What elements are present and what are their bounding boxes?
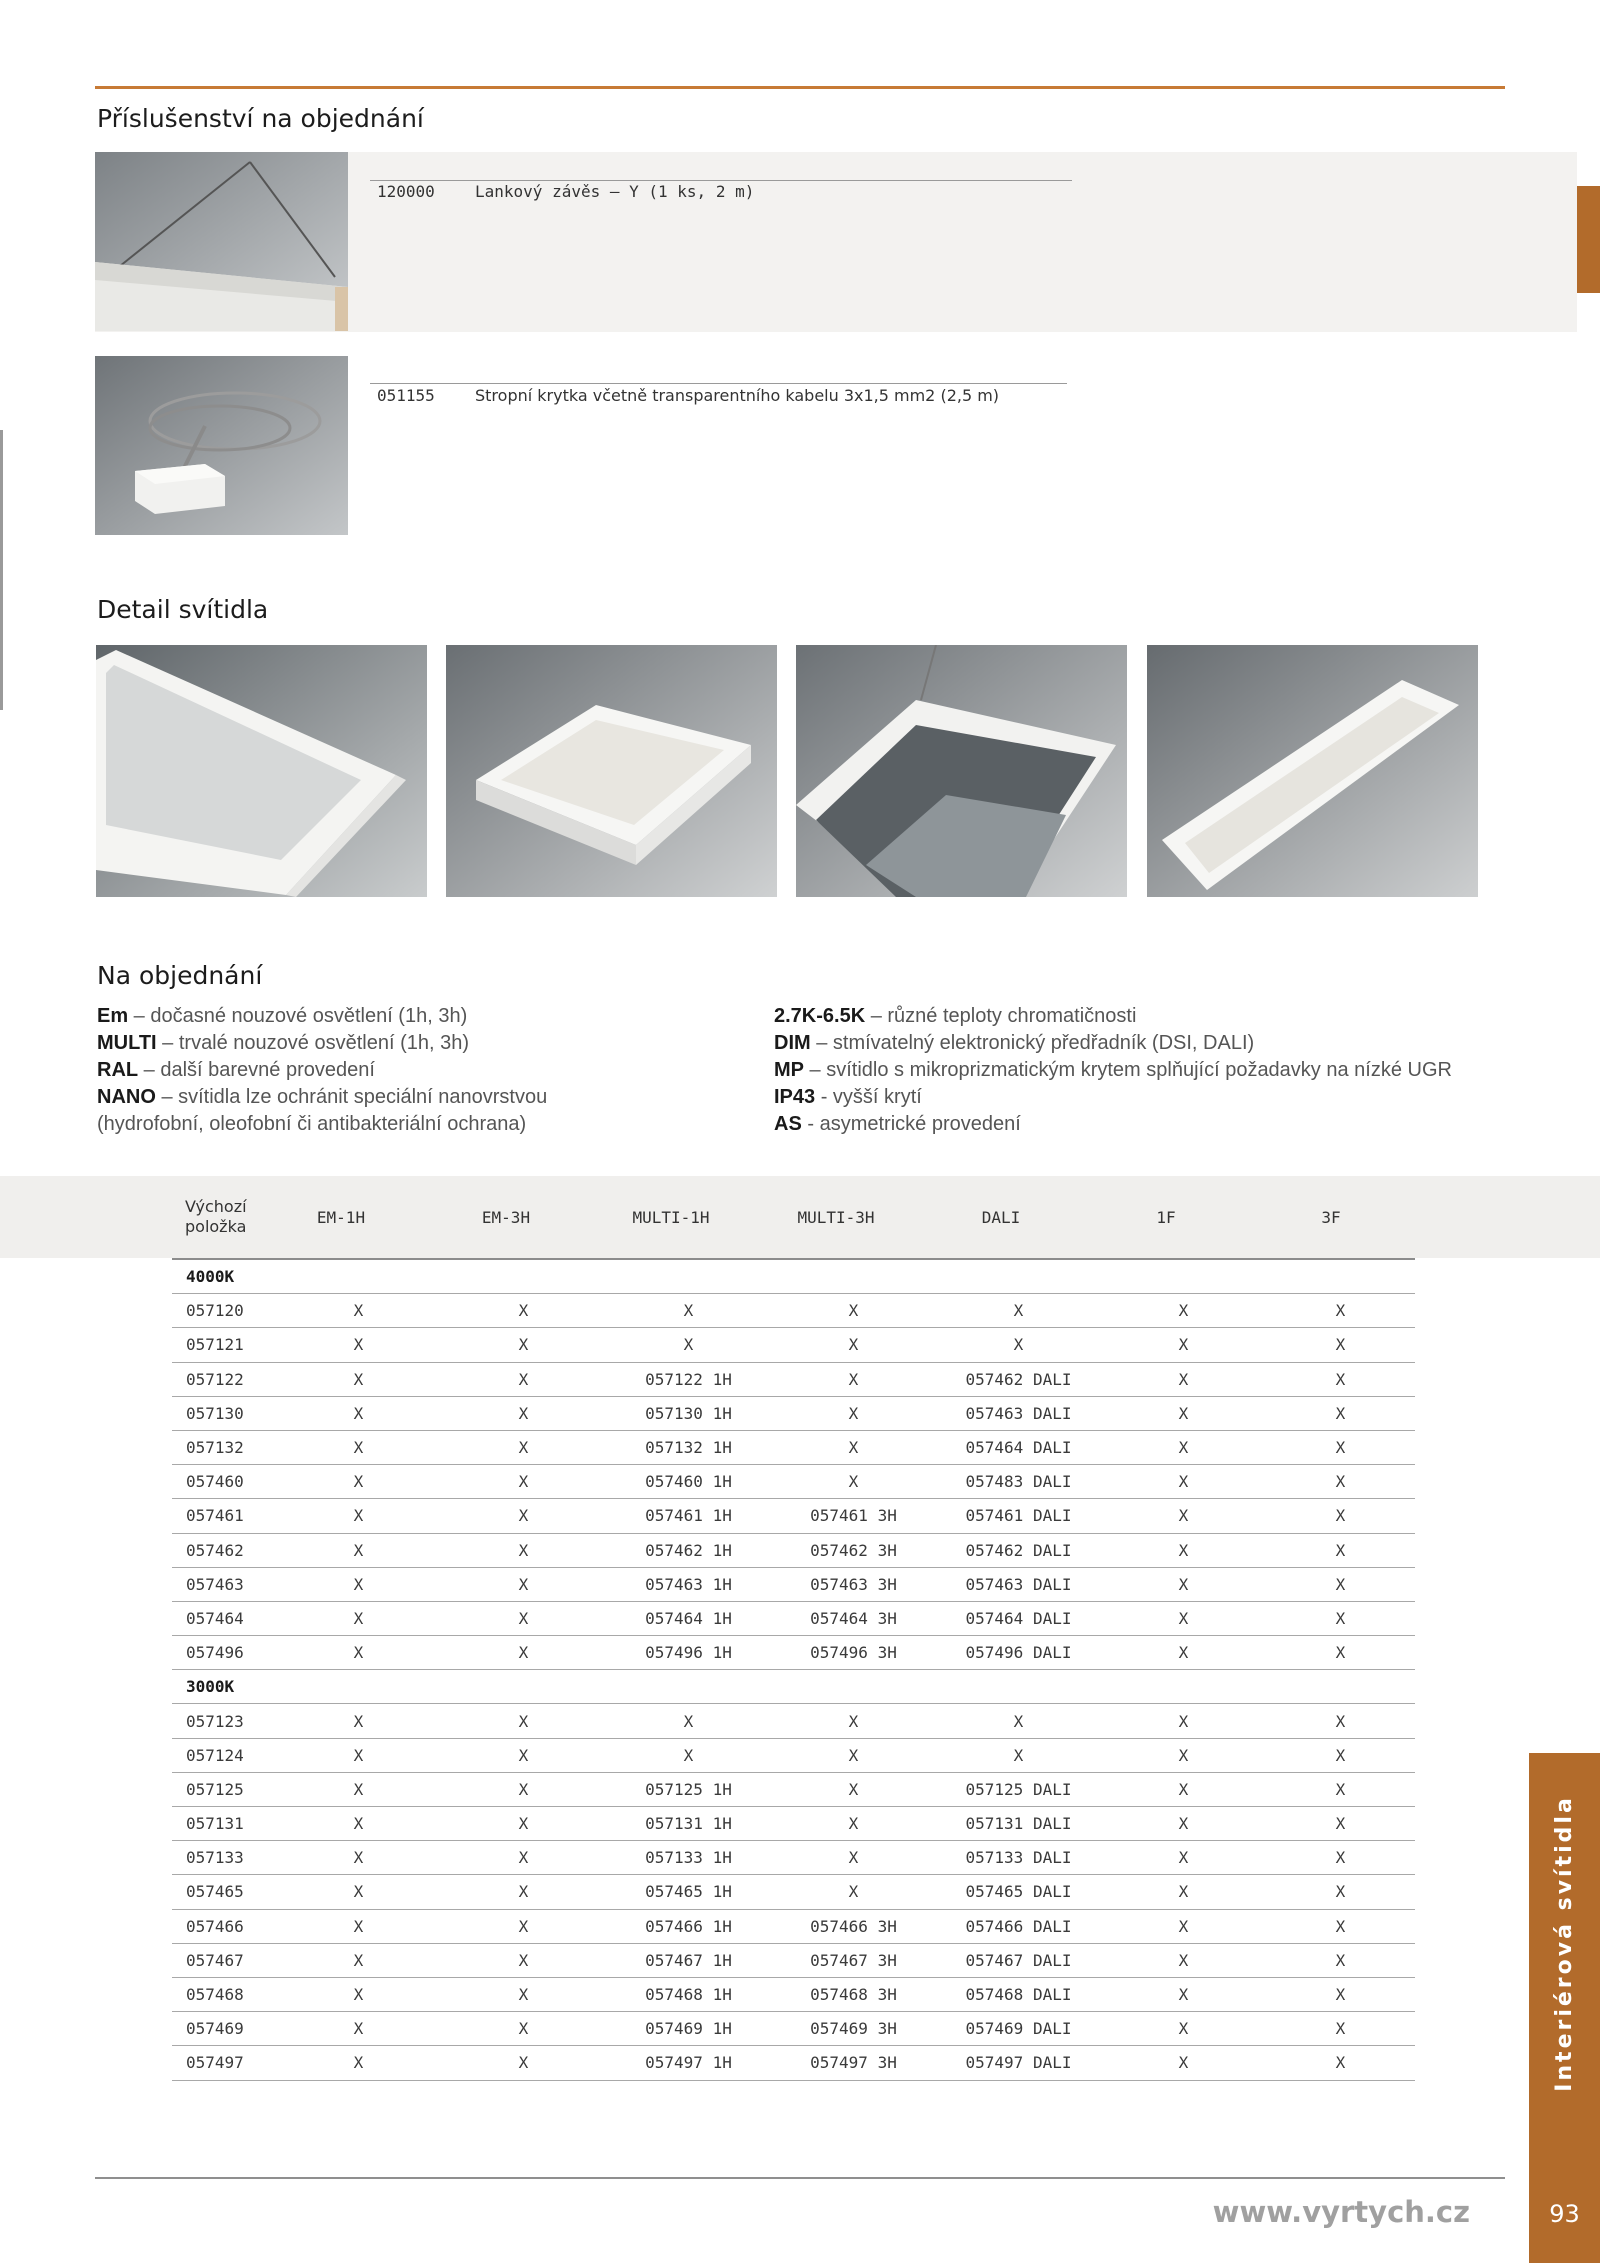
table-cell: X	[1266, 1772, 1415, 1806]
table-cell: 057122 1H	[606, 1362, 771, 1396]
table-cell: 057133 1H	[606, 1841, 771, 1875]
table-cell: X	[1266, 1294, 1415, 1328]
table-cell: X	[1266, 2046, 1415, 2080]
table-cell: X	[1266, 1704, 1415, 1738]
table-cell: X	[1101, 1362, 1266, 1396]
table-cell: 057464	[172, 1601, 276, 1635]
table-cell: X	[276, 1430, 441, 1464]
table-row	[172, 1738, 1415, 1772]
table-cell: 057463 1H	[606, 1567, 771, 1601]
order-title: Na objednání	[97, 961, 263, 990]
order-option: DIM – stmívatelný elektronický předřadník (DSI, DALI)	[774, 1032, 1255, 1054]
accessory-rule-2	[370, 383, 1067, 384]
website-url: www.vyrtych.cz	[1212, 2195, 1470, 2229]
table-row	[172, 2012, 1415, 2046]
table-cell: X	[276, 1362, 441, 1396]
table-cell: 057130	[172, 1396, 276, 1430]
table-cell: X	[1101, 1875, 1266, 1909]
table-cell: 057483 DALI	[936, 1465, 1101, 1499]
table-row	[172, 1704, 1415, 1738]
table-cell: X	[276, 1533, 441, 1567]
table-row	[172, 1465, 1415, 1499]
table-cell: X	[1101, 1943, 1266, 1977]
table-cell: X	[606, 1738, 771, 1772]
table-cell: X	[441, 1294, 606, 1328]
table-row	[172, 1362, 1415, 1396]
table-row	[172, 1636, 1415, 1670]
table-cell: X	[1101, 1499, 1266, 1533]
table-cell: X	[441, 1807, 606, 1841]
table-cell: 057497	[172, 2046, 276, 2080]
table-cell: X	[441, 1738, 606, 1772]
top-rule	[95, 86, 1505, 89]
table-cell: X	[441, 1977, 606, 2011]
table-cell: X	[276, 1294, 441, 1328]
table-cell: 057125	[172, 1772, 276, 1806]
table-cell: X	[276, 1465, 441, 1499]
table-cell: X	[1101, 1533, 1266, 1567]
table-cell: X	[1101, 1909, 1266, 1943]
group-label: 4000K	[172, 1259, 1415, 1294]
table-row	[172, 1533, 1415, 1567]
table-header-1f: 1F	[1156, 1207, 1176, 1227]
accessories-title: Příslušenství na objednání	[97, 104, 424, 133]
table-cell: X	[441, 2046, 606, 2080]
table-cell: 057464 DALI	[936, 1601, 1101, 1635]
table-cell: X	[606, 1294, 771, 1328]
table-row	[172, 1807, 1415, 1841]
table-cell: 057122	[172, 1362, 276, 1396]
table-cell: X	[441, 1909, 606, 1943]
order-option: AS - asymetrické provedení	[774, 1113, 1021, 1135]
order-option: IP43 - vyšší krytí	[774, 1086, 922, 1108]
order-options-right	[774, 1003, 1514, 1138]
accessory-photo-ceiling-cover	[95, 356, 348, 535]
table-header-multi-1h: MULTI-1H	[632, 1207, 710, 1227]
table-cell: 057496 3H	[771, 1636, 936, 1670]
table-cell: X	[276, 1807, 441, 1841]
accessory-code-2: 051155	[377, 386, 435, 405]
table-cell: X	[1101, 2046, 1266, 2080]
accessory-photo-wire-suspension	[95, 152, 348, 331]
table-cell: 057466	[172, 1909, 276, 1943]
page-number: 93	[1549, 2200, 1580, 2228]
order-option: MP – svítidlo s mikroprizmatickým krytem splňující požadavky na nízké UGR	[774, 1059, 1452, 1081]
table-cell: X	[441, 1704, 606, 1738]
table-cell: X	[441, 1636, 606, 1670]
side-tab-label: Interiérová svítidla	[1552, 1794, 1578, 2092]
detail-photo-square-luminaire	[446, 645, 777, 897]
table-cell: 057124	[172, 1738, 276, 1772]
table-cell: X	[1101, 1977, 1266, 2011]
accessory-description-1: Lankový závěs – Y (1 ks, 2 m)	[475, 182, 755, 201]
table-cell: 057464 3H	[771, 1601, 936, 1635]
side-tab-label-wrap	[1529, 1753, 1600, 2133]
table-cell: 057462	[172, 1533, 276, 1567]
table-cell: 057131 1H	[606, 1807, 771, 1841]
table-cell: 057466 DALI	[936, 1909, 1101, 1943]
table-cell: 057468 1H	[606, 1977, 771, 2011]
table-cell: X	[1101, 1772, 1266, 1806]
table-cell: X	[276, 1704, 441, 1738]
table-header-3f: 3F	[1321, 1207, 1341, 1227]
table-cell: X	[1266, 1636, 1415, 1670]
table-cell: X	[1101, 1704, 1266, 1738]
table-cell: X	[276, 1328, 441, 1362]
table-cell: 057469 3H	[771, 2012, 936, 2046]
table-cell: X	[441, 1533, 606, 1567]
order-options-left	[97, 1003, 737, 1138]
table-cell: X	[1266, 1430, 1415, 1464]
table-cell: 057120	[172, 1294, 276, 1328]
table-cell: X	[936, 1704, 1101, 1738]
table-cell: 057467 3H	[771, 1943, 936, 1977]
table-cell: 057465	[172, 1875, 276, 1909]
table-cell: X	[936, 1294, 1101, 1328]
table-header-em-1h: EM-1H	[316, 1207, 366, 1227]
table-cell: X	[441, 1362, 606, 1396]
order-option: NANO – svítidla lze ochránit speciální nanovrstvou	[97, 1086, 548, 1108]
table-cell: 057469	[172, 2012, 276, 2046]
table-cell: X	[606, 1704, 771, 1738]
table-cell: X	[771, 1704, 936, 1738]
bottom-rule	[95, 2177, 1505, 2179]
table-cell: 057464 DALI	[936, 1430, 1101, 1464]
table-cell: X	[1101, 1841, 1266, 1875]
table-cell: X	[771, 1294, 936, 1328]
order-option: RAL – další barevné provedení	[97, 1059, 375, 1081]
table-row	[172, 1977, 1415, 2011]
table-cell: X	[771, 1875, 936, 1909]
table-cell: X	[1266, 1738, 1415, 1772]
table-cell: X	[1266, 1601, 1415, 1635]
table-cell: 057496	[172, 1636, 276, 1670]
accessory-rule-1	[370, 180, 1072, 181]
table-cell: 057497 1H	[606, 2046, 771, 2080]
table-cell: X	[276, 2046, 441, 2080]
table-row	[172, 1841, 1415, 1875]
table-cell: X	[1101, 1601, 1266, 1635]
table-cell: X	[1101, 1465, 1266, 1499]
table-cell: X	[771, 1362, 936, 1396]
table-header-multi-3h: MULTI-3H	[797, 1207, 875, 1227]
table-row	[172, 1294, 1415, 1328]
table-group-row	[172, 1670, 1415, 1704]
order-option: Em – dočasné nouzové osvětlení (1h, 3h)	[97, 1005, 468, 1027]
table-row	[172, 1772, 1415, 1806]
table-cell: X	[771, 1430, 936, 1464]
table-cell: 057460 1H	[606, 1465, 771, 1499]
table-cell: 057461 3H	[771, 1499, 936, 1533]
order-option: 2.7K-6.5K – různé teploty chromatičnosti	[774, 1005, 1137, 1027]
table-cell: 057466 1H	[606, 1909, 771, 1943]
table-cell: X	[1101, 1328, 1266, 1362]
table-cell: X	[771, 1465, 936, 1499]
table-row	[172, 2046, 1415, 2080]
table-cell: X	[1266, 2012, 1415, 2046]
table-cell: X	[276, 1738, 441, 1772]
table-cell: X	[276, 1977, 441, 2011]
table-cell: X	[276, 1943, 441, 1977]
table-cell: X	[1266, 1977, 1415, 2011]
table-cell: X	[276, 1499, 441, 1533]
table-cell: X	[771, 1841, 936, 1875]
table-cell: X	[1101, 2012, 1266, 2046]
table-cell: X	[276, 1567, 441, 1601]
table-row	[172, 1499, 1415, 1533]
table-cell: 057131	[172, 1807, 276, 1841]
table-cell: X	[276, 1841, 441, 1875]
table-cell: 057132 1H	[606, 1430, 771, 1464]
detail-photo-linear-luminaire	[96, 645, 427, 897]
table-cell: X	[1101, 1294, 1266, 1328]
table-row	[172, 1875, 1415, 1909]
table-cell: 057469 1H	[606, 2012, 771, 2046]
table-cell: X	[441, 1772, 606, 1806]
table-cell: X	[1266, 1362, 1415, 1396]
table-cell: 057462 1H	[606, 1533, 771, 1567]
table-row	[172, 1328, 1415, 1362]
table-cell: X	[276, 1396, 441, 1430]
table-cell: X	[276, 1601, 441, 1635]
table-cell: X	[441, 1430, 606, 1464]
table-cell: 057467	[172, 1943, 276, 1977]
table-cell: 057123	[172, 1704, 276, 1738]
table-cell: 057468 DALI	[936, 1977, 1101, 2011]
table-cell: X	[1101, 1738, 1266, 1772]
order-option: MULTI – trvalé nouzové osvětlení (1h, 3h)	[97, 1032, 470, 1054]
table-row	[172, 1601, 1415, 1635]
table-cell: 057463 3H	[771, 1567, 936, 1601]
table-cell: X	[771, 1738, 936, 1772]
table-cell: X	[1101, 1430, 1266, 1464]
table-cell: 057131 DALI	[936, 1807, 1101, 1841]
table-cell: 057465 DALI	[936, 1875, 1101, 1909]
table-header-em-3h: EM-3H	[481, 1207, 531, 1227]
table-cell: 057463 DALI	[936, 1396, 1101, 1430]
table-cell: X	[771, 1396, 936, 1430]
table-cell: 057461 1H	[606, 1499, 771, 1533]
table-cell: X	[1266, 1499, 1415, 1533]
table-cell: X	[441, 2012, 606, 2046]
table-cell: X	[441, 1396, 606, 1430]
table-cell: 057497 3H	[771, 2046, 936, 2080]
table-header-base-item: Výchozí položka	[185, 1197, 247, 1236]
table-row	[172, 1396, 1415, 1430]
table-cell: X	[1266, 1533, 1415, 1567]
table-cell: 057462 DALI	[936, 1362, 1101, 1396]
table-cell: X	[1266, 1909, 1415, 1943]
table-cell: X	[276, 1636, 441, 1670]
table-cell: 057462 3H	[771, 1533, 936, 1567]
table-cell: 057125 1H	[606, 1772, 771, 1806]
group-label: 3000K	[172, 1670, 1415, 1704]
table-cell: 057133 DALI	[936, 1841, 1101, 1875]
table-cell: X	[936, 1328, 1101, 1362]
table-cell: 057462 DALI	[936, 1533, 1101, 1567]
table-cell: X	[441, 1465, 606, 1499]
table-cell: 057461	[172, 1499, 276, 1533]
table-cell: X	[1266, 1328, 1415, 1362]
table-cell: X	[1266, 1807, 1415, 1841]
table-header-dali: DALI	[981, 1207, 1021, 1227]
accessory-code-1: 120000	[377, 182, 435, 201]
product-table	[172, 1258, 1415, 2081]
detail-title: Detail svítidla	[97, 595, 269, 624]
table-cell: 057464 1H	[606, 1601, 771, 1635]
table-cell: X	[441, 1875, 606, 1909]
table-cell: 057469 DALI	[936, 2012, 1101, 2046]
table-cell: 057460	[172, 1465, 276, 1499]
table-cell: X	[1266, 1875, 1415, 1909]
table-cell: X	[1266, 1943, 1415, 1977]
table-cell: X	[276, 1772, 441, 1806]
table-row	[172, 1567, 1415, 1601]
table-row	[172, 1430, 1415, 1464]
table-cell: X	[771, 1807, 936, 1841]
table-cell: X	[441, 1328, 606, 1362]
table-cell: 057463 DALI	[936, 1567, 1101, 1601]
table-cell: X	[276, 2012, 441, 2046]
table-cell: 057132	[172, 1430, 276, 1464]
table-cell: X	[276, 1875, 441, 1909]
table-group-row	[172, 1259, 1415, 1294]
table-cell: X	[1101, 1396, 1266, 1430]
table-cell: X	[441, 1567, 606, 1601]
table-cell: X	[441, 1943, 606, 1977]
table-cell: 057496 DALI	[936, 1636, 1101, 1670]
table-cell: 057467 DALI	[936, 1943, 1101, 1977]
order-option: (hydrofobní, oleofobní či antibakteriální ochrana)	[97, 1113, 527, 1135]
table-cell: X	[1101, 1636, 1266, 1670]
detail-photo-flat-panel	[1147, 645, 1478, 897]
table-cell: 057468 3H	[771, 1977, 936, 2011]
table-cell: X	[1266, 1396, 1415, 1430]
table-cell: 057468	[172, 1977, 276, 2011]
table-row	[172, 1943, 1415, 1977]
table-cell: X	[1266, 1465, 1415, 1499]
table-cell: 057130 1H	[606, 1396, 771, 1430]
table-cell: X	[606, 1328, 771, 1362]
table-cell: 057465 1H	[606, 1875, 771, 1909]
left-edge-line	[0, 430, 3, 710]
table-cell: X	[276, 1909, 441, 1943]
table-cell: X	[441, 1499, 606, 1533]
table-cell: 057461 DALI	[936, 1499, 1101, 1533]
table-cell: X	[771, 1328, 936, 1362]
table-cell: 057467 1H	[606, 1943, 771, 1977]
table-cell: X	[1266, 1841, 1415, 1875]
detail-photo-suspended-luminaire	[796, 645, 1127, 897]
table-cell: 057125 DALI	[936, 1772, 1101, 1806]
table-cell: 057463	[172, 1567, 276, 1601]
table-cell: X	[1266, 1567, 1415, 1601]
table-cell: X	[441, 1601, 606, 1635]
table-row	[172, 1909, 1415, 1943]
table-cell: 057121	[172, 1328, 276, 1362]
table-cell: 057497 DALI	[936, 2046, 1101, 2080]
table-cell: 057496 1H	[606, 1636, 771, 1670]
table-cell: X	[771, 1772, 936, 1806]
table-cell: 057133	[172, 1841, 276, 1875]
table-cell: X	[1101, 1567, 1266, 1601]
accessory-description-2: Stropní krytka včetně transparentního kabelu 3x1,5 mm2 (2,5 m)	[475, 386, 1000, 405]
table-cell: X	[936, 1738, 1101, 1772]
table-cell: X	[1101, 1807, 1266, 1841]
table-cell: X	[441, 1841, 606, 1875]
table-cell: 057466 3H	[771, 1909, 936, 1943]
